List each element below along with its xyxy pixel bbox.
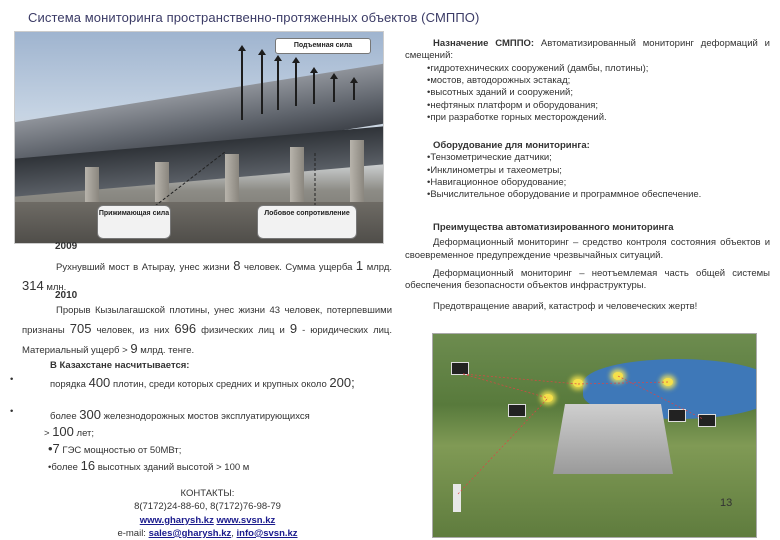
kz-bridges <box>50 405 395 425</box>
callout-lift-force: Подъемная сила <box>275 38 371 54</box>
incident-2010 <box>22 304 392 359</box>
site-link-gharysh[interactable]: www.gharysh.kz <box>139 514 214 526</box>
purpose-text: Автоматизированный мониторинг деформаций и смещений: <box>405 38 770 62</box>
text: порядка <box>50 379 86 390</box>
text: > 100 м <box>216 462 250 473</box>
number: 200; <box>329 375 355 390</box>
list-item: •Вычислительное оборудование и программное обеспечение. <box>427 189 702 201</box>
text: Прорыв Кызылагашской плотины, унес жизни 43 человек, потерпевшими признаны <box>22 305 392 336</box>
contacts-header: КОНТАКТЫ: <box>180 488 235 499</box>
email-link-sales[interactable]: sales@gharysh.kz <box>148 527 232 539</box>
advantages-block <box>405 222 770 313</box>
text: лет; <box>76 428 95 439</box>
text: ГЭС мощностью от 50МВт; <box>62 445 182 456</box>
list-item: •Навигационное оборудование; <box>427 177 567 189</box>
callout-drag-resistance: Лобовое сопротивление <box>257 205 357 239</box>
text: млн. <box>46 282 67 294</box>
number: 16 <box>80 458 96 473</box>
text: Рухнувший мост в Атырау, унес жизни <box>56 262 230 273</box>
year-2009: 2009 <box>55 241 78 252</box>
text: млрд. <box>366 262 393 273</box>
bullet: • <box>10 406 14 417</box>
list-item: •Инклинометры и тахеометры; <box>427 164 562 176</box>
purpose-line <box>405 38 770 63</box>
advantage-2: Деформационный мониторинг – неотъемлемая часть общей системы обеспечения безопасности объектов инфраструктуры. <box>405 268 770 292</box>
contacts-sites <box>90 514 325 527</box>
number: 8 <box>233 258 241 273</box>
text: > <box>44 428 50 439</box>
text: плотин, среди которых средних и крупных около <box>112 379 327 390</box>
kz-header: В Казахстане насчитывается: <box>50 360 190 371</box>
equipment-block <box>405 140 770 202</box>
list-item: •высотных зданий и сооружений; <box>427 87 573 99</box>
kz-highrise <box>48 456 249 476</box>
list-item: •мостов, автодорожных эстакад; <box>427 75 571 87</box>
number: 1 <box>355 258 364 273</box>
number: 400 <box>88 375 111 390</box>
purpose-label: Назначение СМППО: <box>433 38 535 49</box>
text: человек. Сумма ущерба <box>244 262 353 273</box>
text: человек, из них <box>96 324 170 336</box>
purpose-list <box>405 63 770 125</box>
number: 696 <box>174 320 197 336</box>
equipment-list <box>405 152 770 189</box>
purpose-block <box>405 38 770 124</box>
number: •7 <box>48 441 60 456</box>
site-link-svsn[interactable]: www.svsn.kz <box>216 514 276 526</box>
advantage-1: Деформационный мониторинг – средство контроля состояния объектов и своевременное предупреждение чрезвычайных ситуаций. <box>405 237 770 261</box>
list-item: •нефтяных платформ и оборудования; <box>427 99 599 111</box>
number: 9 <box>289 320 298 336</box>
email-label: e-mail: <box>117 527 146 539</box>
list-item: •Тензометрические датчики; <box>427 152 552 164</box>
number: 9 <box>130 340 138 356</box>
advantages-header: Преимущества автоматизированного мониторинга <box>433 222 674 233</box>
text: более <box>50 411 77 422</box>
contacts <box>90 487 325 540</box>
text: млрд. тенге. <box>140 344 195 356</box>
callout-pressing-force: Прижимающая сила <box>97 205 171 239</box>
list-item: •гидротехнических сооружений (дамбы, плотины); <box>427 62 649 74</box>
incident-2009 <box>22 256 392 296</box>
text: - юридических лиц. Материальный ущерб <box>22 324 392 356</box>
advantage-3: Предотвращение аварий, катастроф и человеческих жертв! <box>433 300 698 312</box>
bullet: • <box>10 374 14 385</box>
dam-monitoring-image <box>432 333 757 538</box>
text: •более <box>48 462 78 473</box>
text: > <box>122 344 128 356</box>
equipment-header: Оборудование для мониторинга: <box>433 140 590 151</box>
number: 705 <box>69 320 92 336</box>
kz-dams <box>50 373 395 393</box>
text: железнодорожных мостов эксплуатирующихся <box>103 411 310 422</box>
text: физических лиц и <box>201 324 285 336</box>
number: 314 <box>22 278 44 294</box>
contacts-emails: e-mail: sales@gharysh.kz, info@svsn.kz <box>117 527 298 539</box>
number: 100 <box>52 424 74 439</box>
email-link-info[interactable]: info@svsn.kz <box>236 527 298 539</box>
signal-lines <box>433 334 756 537</box>
page-title: Система мониторинга пространственно-протяженных объектов (СМППО) <box>28 10 480 25</box>
year-2010: 2010 <box>55 290 78 301</box>
list-item: •при разработке горных месторождений. <box>427 112 607 124</box>
text: высотных зданий высотой <box>97 462 214 473</box>
contacts-phones: 8(7172)24-88-60, 8(7172)76-98-79 <box>134 501 281 513</box>
number: 300 <box>79 407 101 422</box>
page-number: 13 <box>720 497 733 509</box>
